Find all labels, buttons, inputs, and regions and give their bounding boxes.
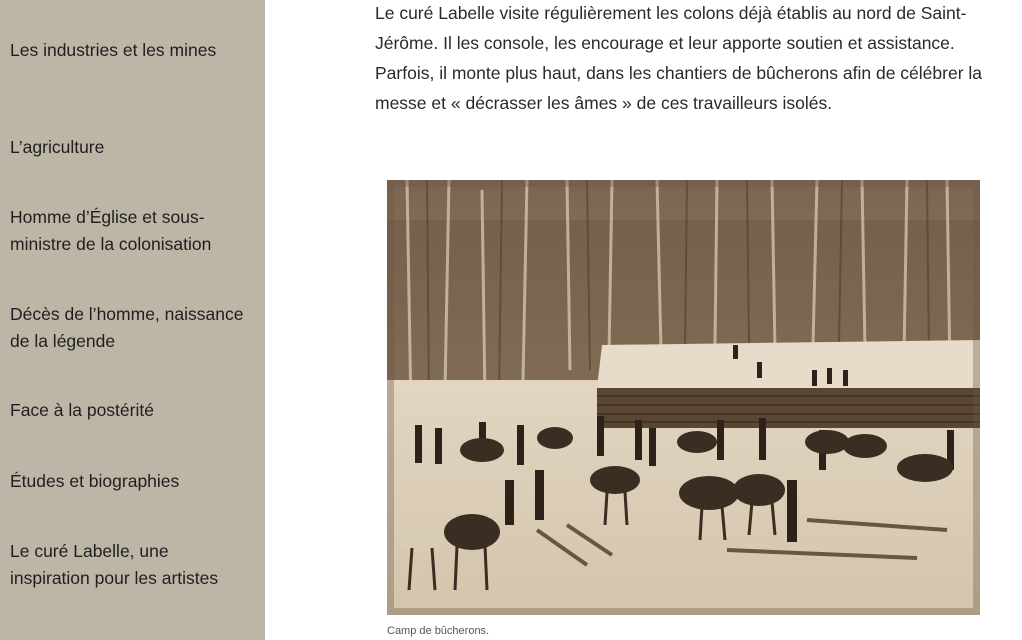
sidebar-item-agriculture[interactable]: L’agriculture: [10, 137, 105, 157]
article-paragraph: Le curé Labelle visite régulièrement les colons déjà établis au nord de Saint-Jérôme. Il les console, les encourage et leur apporte soutien et assistance. Parfois, il monte plus haut, dans les chantiers de bûcherons afin de célébrer la messe et « décrasser les âmes » de ces travailleurs isolés.: [375, 3, 983, 113]
sidebar-item-homme-eglise[interactable]: Homme d’Église et sous-ministre de la colonisation: [10, 207, 212, 254]
sidebar-item-industries-mines[interactable]: Les industries et les mines: [10, 40, 217, 60]
sidebar-item-inspiration-artistes[interactable]: Le curé Labelle, une inspiration pour les artistes: [10, 541, 219, 588]
photo-caption: Camp de bûcherons.: [387, 625, 490, 637]
sidebar-nav: [0, 0, 265, 640]
lumber-camp-photo: [387, 180, 980, 615]
sidebar-item-posterite[interactable]: Face à la postérité: [10, 400, 154, 420]
sidebar-item-etudes[interactable]: Études et biographies: [10, 471, 180, 491]
sidebar-item-deces[interactable]: Décès de l’homme, naissance de la légende: [10, 304, 244, 351]
